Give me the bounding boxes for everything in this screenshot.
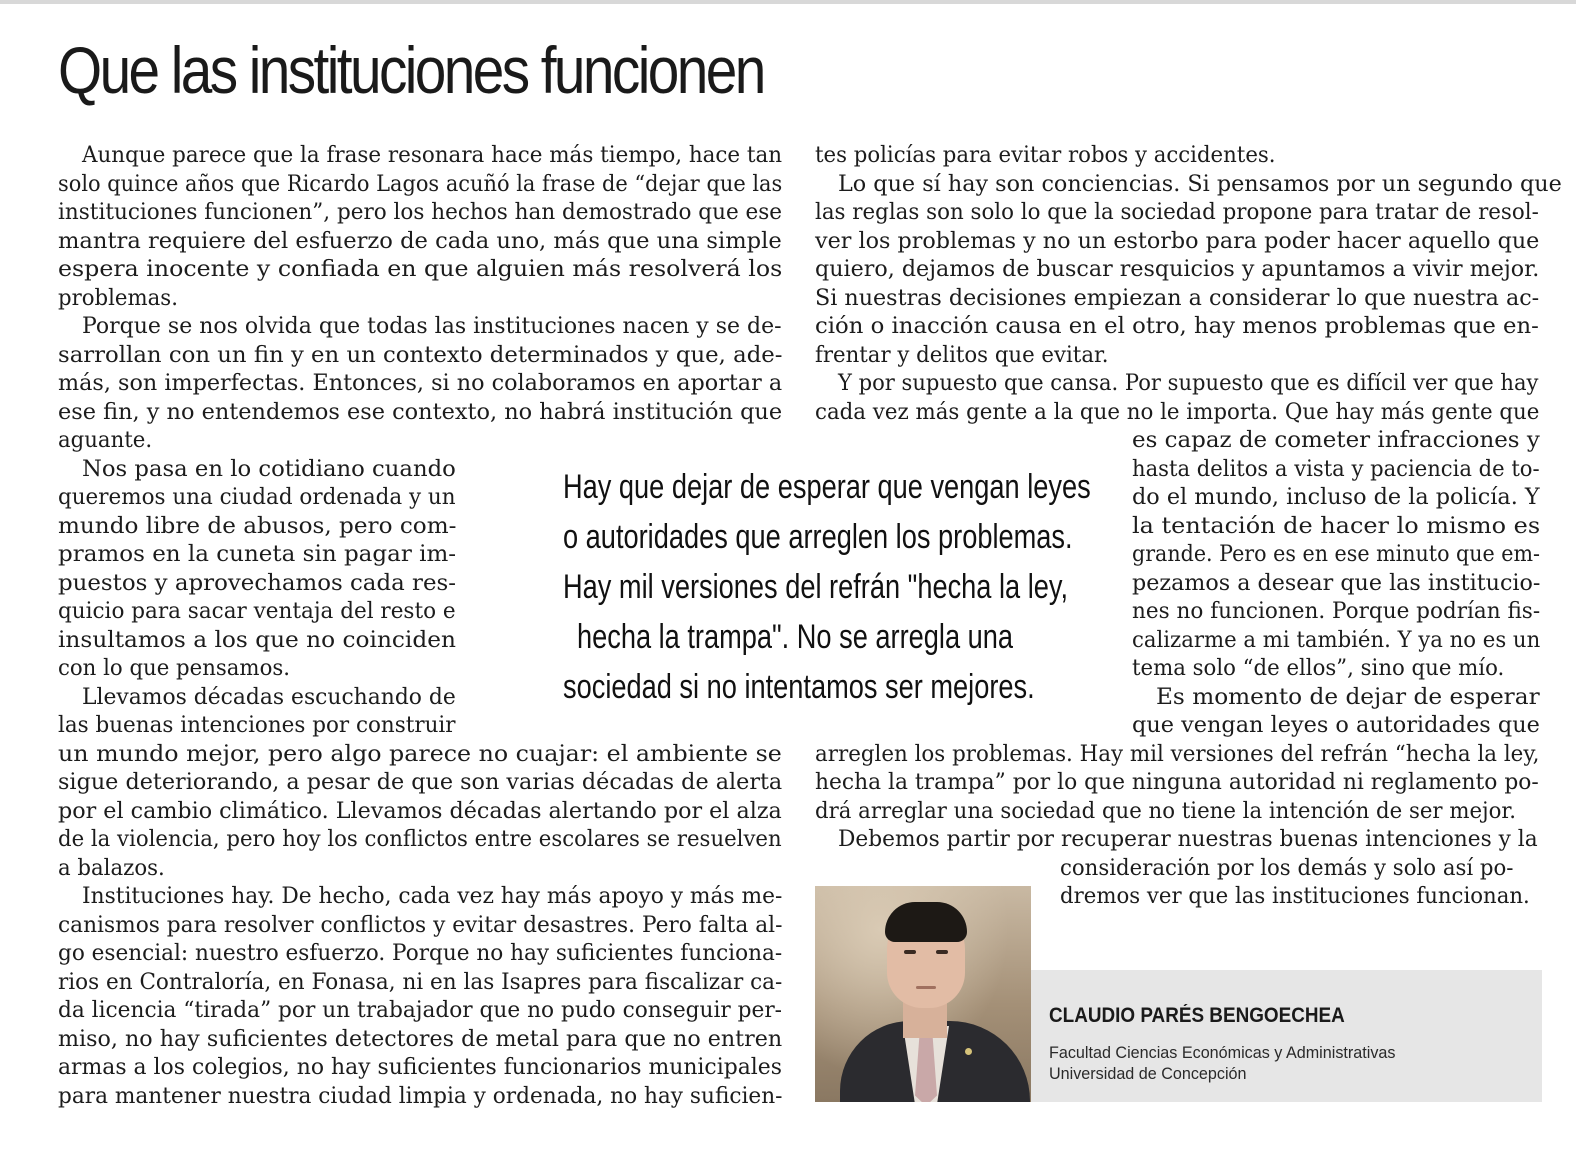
article-line: instituciones funcionen”, pero los hechos han demostrado que ese: [58, 199, 783, 225]
article-line: pezamos a desear que las institucio-: [1132, 569, 1541, 596]
article-line: Instituciones hay. De hecho, cada vez hay más apoyo y más me-: [82, 883, 783, 909]
article-line: de la violencia, pero hoy los conflictos entre escolares se resuelven: [58, 826, 782, 852]
author-name: CLAUDIO PARÉS BENGOECHEA: [1049, 1004, 1345, 1027]
article-line: pramos en la cuneta sin pagar im-: [58, 541, 457, 567]
article-line: espera inocente y confiada en que alguien más resolverá los: [58, 256, 783, 282]
article-line: ción o inacción causa en el otro, hay menos problemas que en-: [815, 313, 1539, 339]
article-line: canismos para resolver conflictos y evitar desastres. Pero falta al-: [58, 911, 783, 938]
article-line: ver los problemas y no un estorbo para poder hacer aquello que: [815, 227, 1540, 254]
article-line: la tentación de hacer lo mismo es: [1132, 512, 1541, 539]
article-line: nes no funcionen. Porque podrían fis-: [1132, 598, 1541, 624]
article-line: Debemos partir por recuperar nuestras buenas intenciones y la: [838, 826, 1538, 852]
article-line: mundo libre de abusos, pero com-: [58, 512, 457, 539]
article-line: quicio para sacar ventaja del resto e: [58, 598, 456, 624]
article-line: hasta delitos a vista y paciencia de to-: [1132, 455, 1540, 482]
article-line: insultamos a los que no coinciden: [58, 626, 456, 653]
article-line: por el cambio climático. Llevamos décadas alertando por el alza: [58, 797, 782, 824]
pull-quote-line: Hay que dejar de esperar que vengan leyes: [563, 468, 1091, 506]
article-line: puestos y aprovechamos cada res-: [58, 569, 456, 596]
article-line: rios en Contraloría, en Fonasa, ni en las Isapres para fiscalizar ca-: [58, 968, 783, 995]
article-line: Aunque parece que la frase resonara hace más tiempo, hace tan: [82, 142, 783, 168]
headline: Que las instituciones funcionen: [58, 33, 764, 107]
author-affiliation: Facultad Ciencias Económicas y Administrativas: [1049, 1043, 1396, 1062]
pull-quote-line: sociedad si no intentamos ser mejores.: [563, 668, 1035, 706]
article-line: un mundo mejor, pero algo parece no cuajar: el ambiente se: [58, 740, 782, 767]
article-line: tes policías para evitar robos y accidentes.: [815, 142, 1276, 168]
article-line: Es momento de dejar de esperar: [1156, 683, 1540, 710]
article-line: Y por supuesto que cansa. Por supuesto que es difícil ver que hay: [838, 370, 1539, 396]
article-line: a balazos.: [58, 854, 165, 881]
article-line: Llevamos décadas escuchando de: [82, 683, 456, 710]
article-line: da licencia “tirada” por un trabajador que no pudo conseguir per-: [58, 997, 783, 1023]
article-line: tema solo “de ellos”, sino que mío.: [1132, 655, 1505, 681]
pull-quote-line: o autoridades que arreglen los problemas.: [563, 518, 1073, 556]
article-line: Nos pasa en lo cotidiano cuando: [82, 455, 456, 482]
article-line: frentar y delitos que evitar.: [815, 341, 1109, 368]
article-line: con lo que pensamos.: [58, 655, 291, 681]
article-line: Si nuestras decisiones empiezan a considerar lo que nuestra ac-: [815, 284, 1540, 311]
article-line: sigue deteriorando, a pesar de que son varias décadas de alerta: [58, 769, 783, 795]
pull-quote-line: hecha la trampa". No se arregla una: [576, 618, 1014, 656]
article-line: drá arreglar una sociedad que no tiene la intención de ser mejor.: [815, 797, 1516, 824]
article-line: aguante.: [58, 427, 153, 453]
article-line: mantra requiere del esfuerzo de cada uno, más que una simple: [58, 227, 782, 254]
article-line: sarrollan con un fin y en un contexto determinados y que, ade-: [58, 341, 783, 368]
article-line: armas a los colegios, no hay suficientes funcionarios municipales: [58, 1054, 782, 1080]
article-line: Lo que sí hay son conciencias. Si pensamos por un segundo que: [838, 170, 1562, 197]
article-line: Porque se nos olvida que todas las instituciones nacen y se de-: [82, 313, 782, 339]
article-line: consideración por los demás y solo así po-: [1060, 854, 1514, 881]
article-line: más, son imperfectas. Entonces, si no colaboramos en aportar a: [58, 370, 783, 396]
article-line: miso, no hay suficientes detectores de metal para que no entren: [58, 1025, 783, 1052]
article-line: cada vez más gente a la que no le importa. Que hay más gente que: [815, 398, 1540, 425]
article-line: calizarme a mi también. Y ya no es un: [1132, 626, 1541, 653]
article-line: solo quince años que Ricardo Lagos acuñó la frase de “dejar que las: [58, 170, 783, 197]
article-line: para mantener nuestra ciudad limpia y ordenada, no hay suficien-: [58, 1082, 783, 1109]
pull-quote: [505, 462, 1091, 712]
article-line: quiero, dejamos de buscar resquicios y apuntamos a vivir mejor.: [815, 256, 1540, 282]
article-line: ese fin, y no entendemos ese contexto, no habrá institución que: [58, 398, 783, 425]
article-line: queremos una ciudad ordenada y un: [58, 484, 456, 510]
page-top-rule: [0, 0, 1576, 4]
pull-quote-line: Hay mil versiones del refrán "hecha la ley,: [563, 568, 1069, 606]
article-line: do el mundo, incluso de la policía. Y: [1132, 484, 1540, 510]
article-line: go esencial: nuestro esfuerzo. Porque no hay suficientes funciona-: [58, 940, 783, 966]
author-university: Universidad de Concepción: [1049, 1064, 1247, 1083]
article-line: que vengan leyes o autoridades que: [1132, 712, 1540, 738]
article-line: dremos ver que las instituciones funcionan.: [1060, 883, 1530, 909]
author-photo: [815, 886, 1031, 1102]
article-line: las buenas intenciones por construir: [58, 712, 456, 738]
article-line: hecha la trampa” por lo que ninguna autoridad ni reglamento po-: [815, 769, 1539, 795]
article-line: problemas.: [58, 284, 178, 311]
article-line: arreglen los problemas. Hay mil versiones del refrán “hecha la ley,: [815, 740, 1540, 767]
article-line: grande. Pero es en ese minuto que em-: [1132, 541, 1541, 567]
article-line: las reglas son solo lo que la sociedad propone para tratar de resol-: [815, 199, 1539, 225]
article-line: es capaz de cometer infracciones y: [1132, 427, 1540, 453]
